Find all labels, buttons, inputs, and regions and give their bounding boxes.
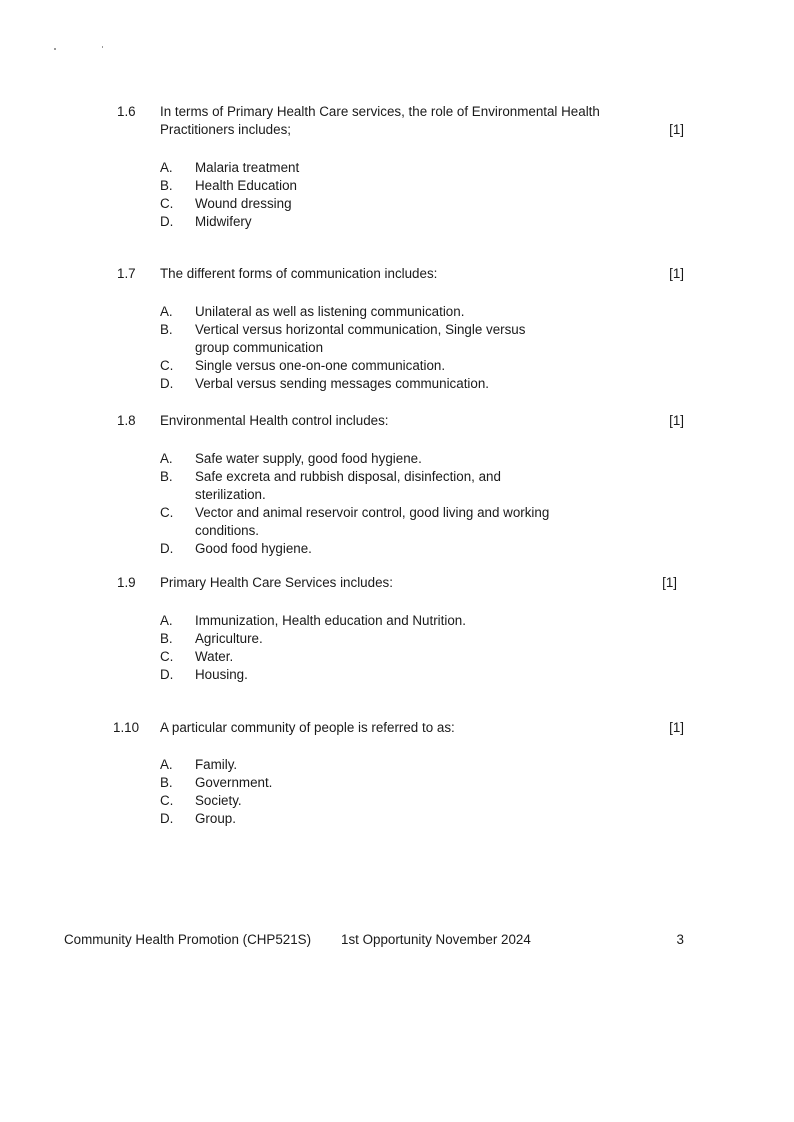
question-number: 1.7 (117, 266, 136, 281)
option-letter: A. (160, 757, 173, 772)
option-text: Malaria treatment (195, 160, 300, 175)
option-text: Health Education (195, 178, 297, 193)
option-letter: A. (160, 304, 173, 319)
option-d (160, 540, 560, 558)
option-a (160, 159, 630, 177)
option-d (160, 810, 630, 828)
option-a (160, 756, 630, 774)
option-letter: B. (160, 775, 173, 790)
option-letter: B. (160, 631, 173, 646)
option-a (160, 612, 630, 630)
question-number: 1.8 (117, 413, 136, 428)
options-list (160, 612, 630, 684)
option-letter: C. (160, 649, 174, 664)
option-letter: D. (160, 376, 174, 391)
option-text: Vertical versus horizontal communication, Single versus group communication (195, 322, 526, 355)
question-marks: [1] (669, 266, 684, 281)
option-text: Safe excreta and rubbish disposal, disinfection, and sterilization. (195, 469, 501, 502)
option-d (160, 666, 630, 684)
option-text: Government. (195, 775, 273, 790)
question-text: The different forms of communication includes: (160, 266, 438, 281)
option-letter: D. (160, 811, 174, 826)
option-text: Housing. (195, 667, 248, 682)
options-list (160, 159, 630, 231)
option-c (160, 504, 560, 540)
option-text: Society. (195, 793, 242, 808)
footer-course: Community Health Promotion (CHP521S) (64, 932, 312, 947)
option-text: Safe water supply, good food hygiene. (195, 451, 422, 466)
option-letter: B. (160, 178, 173, 193)
option-c (160, 648, 630, 666)
option-letter: A. (160, 160, 173, 175)
option-text: Group. (195, 811, 236, 826)
option-text: Single versus one-on-one communication. (195, 358, 446, 373)
question-marks: [1] (662, 575, 677, 590)
scan-speck (54, 48, 56, 50)
option-letter: B. (160, 322, 173, 337)
question-marks: [1] (669, 720, 684, 735)
option-text: Vector and animal reservoir control, good living and working conditions. (195, 505, 550, 538)
option-a (160, 303, 560, 321)
question-text: Primary Health Care Services includes: (160, 575, 393, 590)
option-c (160, 792, 630, 810)
question-number: 1.10 (113, 720, 140, 735)
option-b (160, 321, 560, 357)
option-text: Immunization, Health education and Nutrition. (195, 613, 466, 628)
option-text: Verbal versus sending messages communication. (195, 376, 489, 391)
options-list (160, 756, 630, 828)
option-d (160, 213, 630, 231)
question-marks: [1] (669, 122, 684, 137)
option-letter: C. (160, 793, 174, 808)
option-letter: D. (160, 541, 174, 556)
scan-speck (102, 46, 103, 48)
option-letter: B. (160, 469, 173, 484)
question-marks: [1] (669, 413, 684, 428)
option-letter: A. (160, 613, 173, 628)
option-letter: A. (160, 451, 173, 466)
options-list (160, 303, 560, 393)
option-b (160, 630, 630, 648)
option-b (160, 774, 630, 792)
option-letter: C. (160, 196, 174, 211)
option-text: Wound dressing (195, 196, 292, 211)
option-text: Midwifery (195, 214, 252, 229)
option-text: Good food hygiene. (195, 541, 312, 556)
footer-opportunity: 1st Opportunity November 2024 (341, 932, 531, 947)
option-text: Agriculture. (195, 631, 263, 646)
option-a (160, 450, 560, 468)
option-letter: D. (160, 214, 174, 229)
question-text: Environmental Health control includes: (160, 413, 389, 428)
option-letter: D. (160, 667, 174, 682)
option-b (160, 468, 560, 504)
question-text: A particular community of people is referred to as: (160, 720, 455, 735)
question-number: 1.6 (117, 104, 136, 119)
page-footer (64, 931, 684, 949)
question-text: In terms of Primary Health Care services, the role of Environmental Health Practitioners includes; (160, 104, 600, 137)
page-number: 3 (676, 932, 684, 947)
option-text: Unilateral as well as listening communication. (195, 304, 465, 319)
option-c (160, 195, 630, 213)
options-list (160, 450, 560, 558)
option-letter: C. (160, 358, 174, 373)
option-c (160, 357, 560, 375)
option-b (160, 177, 630, 195)
option-text: Family. (195, 757, 238, 772)
question-number: 1.9 (117, 575, 136, 590)
option-d (160, 375, 560, 393)
option-letter: C. (160, 505, 174, 520)
option-text: Water. (195, 649, 234, 664)
